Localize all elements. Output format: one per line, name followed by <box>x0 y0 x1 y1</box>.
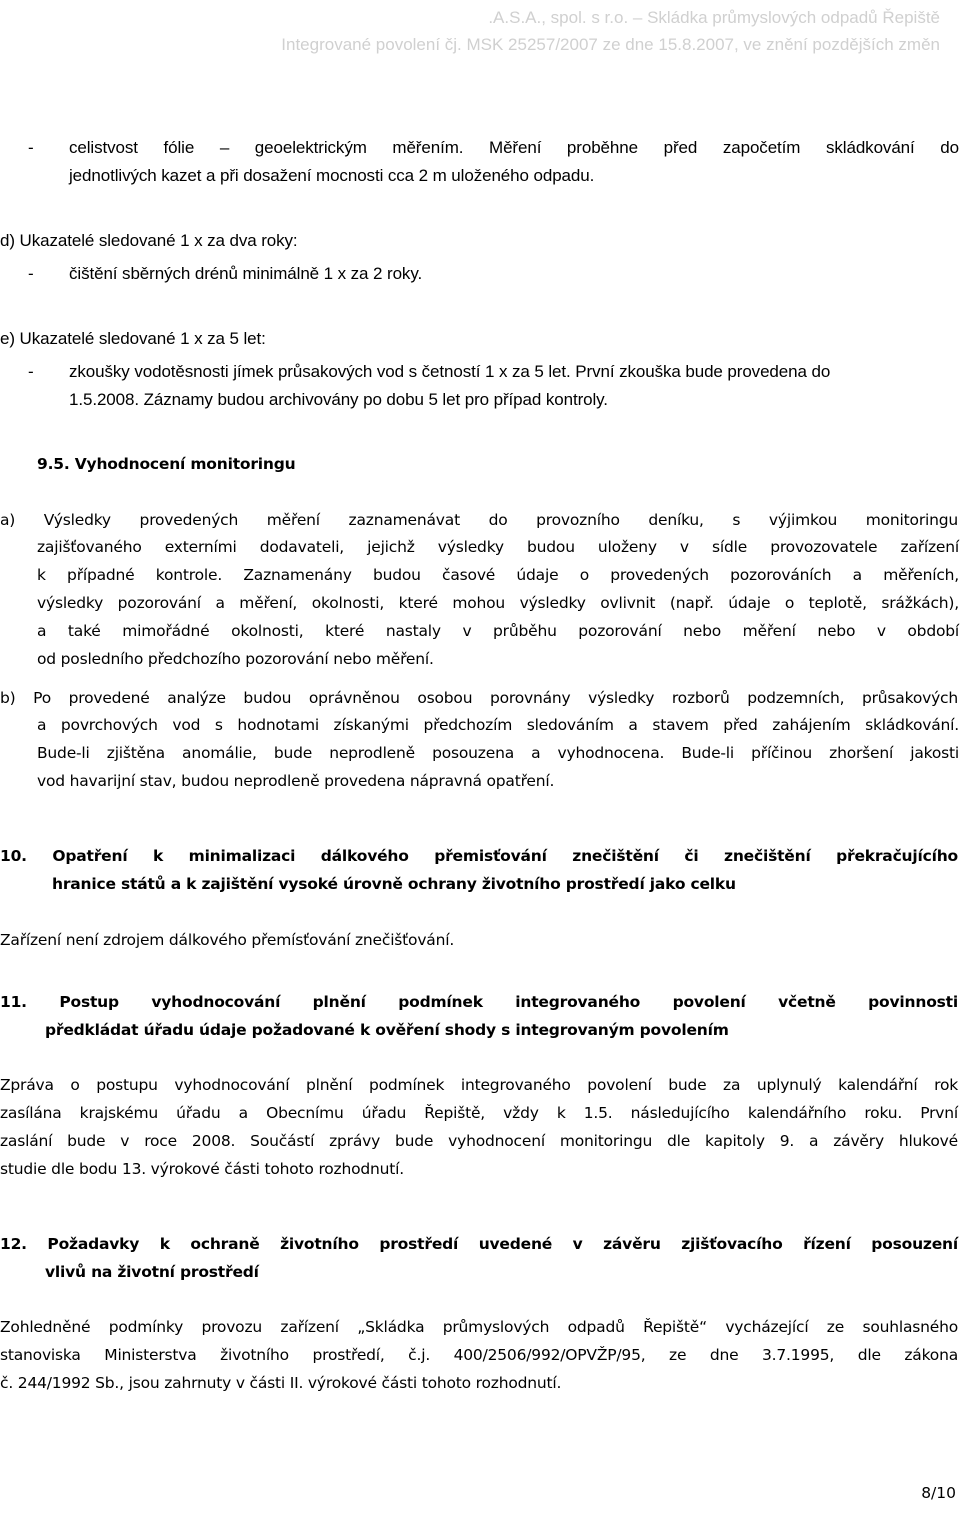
section-11-text-line: zaslání bude v roce 2008. Součástí zprávy bude vyhodnocení monitoringu dle kapitoly 9. a závěry hlukové <box>0 1132 958 1150</box>
paragraph-a-line: a) Výsledky provedených měření zaznamenávat do provozního deníku, s výjimkou monitoringu <box>0 511 958 529</box>
section-11-text-line: zasílána krajskému úřadu a Obecnímu úřadu Řepiště, vždy k 1.5. následujícího kalendářního roku. První <box>0 1104 958 1122</box>
page-number: 8/10 <box>921 1484 956 1502</box>
section-e-item-line-1: zkoušky vodotěsnosti jímek průsakových vod s četností 1 x za 5 let. První zkouška bude provedena do <box>69 362 831 381</box>
section-11-heading-line-1: 11. Postup vyhodnocování plnění podmínek integrovaného povolení včetně povinnosti <box>0 993 958 1011</box>
section-10-heading-line-1: 10. Opatření k minimalizaci dálkového přemisťování znečištění či znečištění překračujícího <box>0 847 958 865</box>
paragraph-a-line: zajišťovaného externími dodavateli, jejichž výsledky budou uloženy v sídle provozovatele zařízení <box>37 538 959 556</box>
section-11-text-line: studie dle bodu 13. výrokové části tohoto rozhodnutí. <box>0 1160 405 1178</box>
section-12-text-line: Zohledněné podmínky provozu zařízení „Skládka průmyslových odpadů Řepiště“ vycházející ze souhlasného <box>0 1318 958 1336</box>
paragraph-b-line: a povrchových vod s hodnotami získanými předchozím sledováním a stavem před zahájením skládkování. <box>37 716 959 734</box>
section-11-text-line: Zpráva o postupu vyhodnocování plnění podmínek integrovaného povolení bude za uplynulý kalendářní rok <box>0 1076 958 1094</box>
section-e-heading: e) Ukazatelé sledované 1 x za 5 let: <box>0 329 266 348</box>
paragraph-a-line: k případné kontrole. Zaznamenány budou časové údaje o provedených pozorováních a měřeních, <box>37 566 959 584</box>
section-d-heading: d) Ukazatelé sledované 1 x za dva roky: <box>0 231 298 250</box>
section-12-heading-line-2: vlivů na životní prostředí <box>45 1263 259 1281</box>
film-item-line-1: celistvost fólie – geoelektrickým měřením. Měření proběhne před započetím skládkování do <box>69 138 959 157</box>
section-12-text-line: stanoviska Ministerstva životního prostředí, č.j. 400/2506/992/OPVŽP/95, ze dne 3.7.1995, dle zákona <box>0 1346 958 1364</box>
list-dash: - <box>28 362 34 381</box>
section-11-heading-line-2: předkládat úřadu údaje požadované k ověření shody s integrovaným povolením <box>45 1021 729 1039</box>
paragraph-a-line: a také mimořádné okolnosti, které nastaly v průběhu pozorování nebo měření nebo v období <box>37 622 959 640</box>
film-item-line-2: jednotlivých kazet a při dosažení mocnosti cca 2 m uloženého odpadu. <box>69 166 595 185</box>
section-12-text-line: č. 244/1992 Sb., jsou zahrnuty v části II. výrokové části tohoto rozhodnutí. <box>0 1374 562 1392</box>
section-10-text: Zařízení není zdrojem dálkového přemísťování znečišťování. <box>0 931 455 949</box>
paragraph-b-line: b) Po provedené analýze budou oprávněnou osobou porovnány výsledky rozborů podzemních, průsakových <box>0 689 958 707</box>
list-dash: - <box>28 264 34 283</box>
page-header <box>0 4 940 58</box>
paragraph-a-line: výsledky pozorování a měření, okolnosti, které mohou výsledky ovlivnit (např. údaje o teplotě, srážkách), <box>37 594 959 612</box>
section-12-heading-line-1: 12. Požadavky k ochraně životního prostředí uvedené v závěru zjišťovacího řízení posouzení <box>0 1235 958 1253</box>
header-permit-line: Integrované povolení čj. MSK 25257/2007 ze dne 15.8.2007, ve znění pozdějších změn <box>281 35 940 54</box>
paragraph-b-line: vod havarijní stav, budou neprodleně provedena nápravná opatření. <box>37 772 555 790</box>
paragraph-b-line: Bude-li zjištěna anomálie, bude neprodleně posouzena a vyhodnocena. Bude-li příčinou zhoršení jakosti <box>37 744 959 762</box>
section-e-item-line-2: 1.5.2008. Záznamy budou archivovány po dobu 5 let pro případ kontroly. <box>69 390 608 409</box>
section-10-heading-line-2: hranice států a k zajištění vysoké úrovně ochrany životního prostředí jako celku <box>52 875 736 893</box>
header-company-line: .A.S.A., spol. s r.o. – Skládka průmyslových odpadů Řepiště <box>488 8 940 27</box>
list-dash: - <box>28 138 34 157</box>
section-d-item: čištění sběrných drénů minimálně 1 x za 2 roky. <box>69 264 423 283</box>
section-9-5-heading: 9.5. Vyhodnocení monitoringu <box>37 455 296 473</box>
paragraph-a-line: od posledního předchozího pozorování nebo měření. <box>37 650 434 668</box>
